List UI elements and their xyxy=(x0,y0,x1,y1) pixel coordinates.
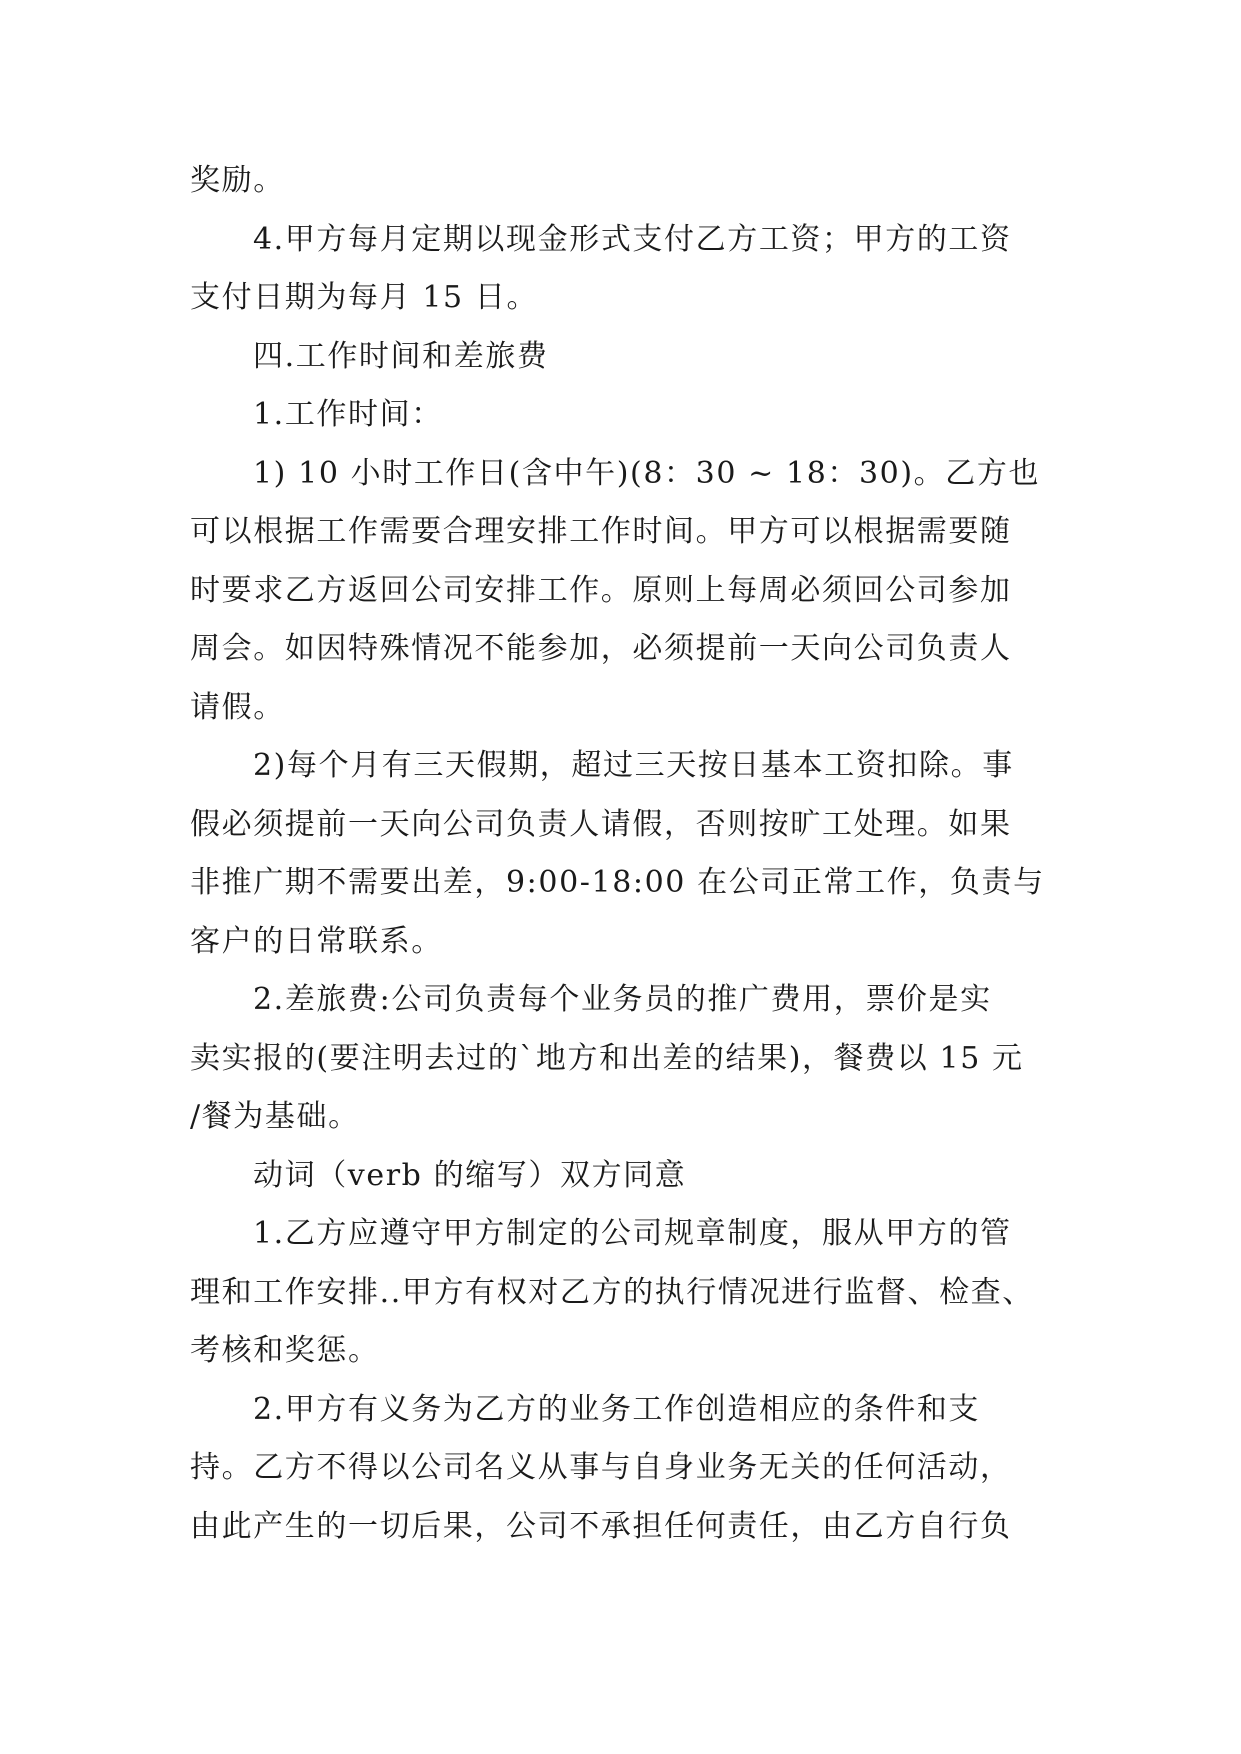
text-line: 支付日期为每月 15 日。 xyxy=(190,280,539,315)
text-line: 1) 10 小时工作日(含中午)(8：30 ~ 18：30)。乙方也 xyxy=(253,455,1041,491)
text-line: 奖励。 xyxy=(190,163,285,198)
text-line: 持。乙方不得以公司名义从事与自身业务无关的任何活动， xyxy=(190,1450,1012,1485)
text-line: 2)每个月有三天假期，超过三天按日基本工资扣除。事 xyxy=(253,748,1014,783)
section-heading: 动词（verb 的缩写）双方同意 xyxy=(253,1157,687,1193)
text-line: 1.乙方应遵守甲方制定的公司规章制度，服从甲方的管 xyxy=(253,1216,1012,1251)
text-line: 4.甲方每月定期以现金形式支付乙方工资；甲方的工资 xyxy=(253,221,1012,257)
text-line: 周会。如因特殊情况不能参加，必须提前一天向公司负责人 xyxy=(190,631,1012,666)
text-line: 假必须提前一天向公司负责人请假，否则按旷工处理。如果 xyxy=(190,806,1012,842)
document-body xyxy=(190,152,1058,1556)
text-line: 客户的日常联系。 xyxy=(190,923,443,959)
text-line: 请假。 xyxy=(190,689,285,725)
text-line: 卖实报的(要注明去过的`地方和出差的结果)，餐费以 15 元 xyxy=(190,1040,1024,1076)
text-line: 可以根据工作需要合理安排工作时间。甲方可以根据需要随 xyxy=(190,514,1012,549)
section-heading: 四.工作时间和差旅费 xyxy=(253,338,549,374)
text-line: /餐为基础。 xyxy=(190,1099,360,1134)
subsection-heading: 1.工作时间： xyxy=(253,397,443,432)
text-line: 2.甲方有义务为乙方的业务工作创造相应的条件和支 xyxy=(253,1391,981,1427)
text-line: 由此产生的一切后果，公司不承担任何责任，由乙方自行负 xyxy=(190,1508,1012,1544)
text-line: 理和工作安排..甲方有权对乙方的执行情况进行监督、检查、 xyxy=(190,1274,1034,1310)
text-line: 时要求乙方返回公司安排工作。原则上每周必须回公司参加 xyxy=(190,572,1012,608)
text-line: 非推广期不需要出差，9:00-18:00 在公司正常工作，负责与 xyxy=(190,865,1045,900)
text-line: 考核和奖惩。 xyxy=(190,1333,380,1368)
text-line: 2.差旅费:公司负责每个业务员的推广费用，票价是实 xyxy=(253,982,992,1017)
